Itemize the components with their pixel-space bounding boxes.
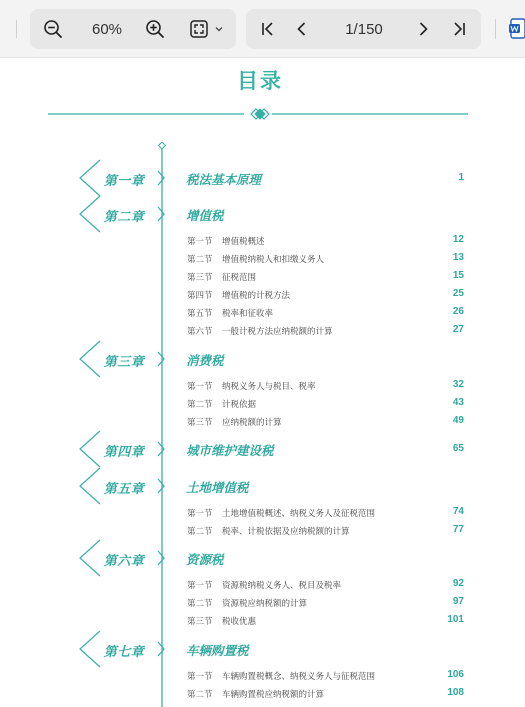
section-page-number[interactable]: 26 <box>452 306 464 317</box>
toc-title: 目录 <box>237 69 283 93</box>
export-to-word-button[interactable] <box>509 18 525 40</box>
section-label: 第三节 <box>187 617 213 627</box>
last-page-button[interactable] <box>445 9 473 49</box>
chapter-title[interactable]: 车辆购置税 <box>186 643 249 658</box>
chapter-page-number[interactable]: 1 <box>458 172 464 183</box>
section-label: 第一节 <box>187 237 213 247</box>
fit-page-dropdown[interactable] <box>182 9 230 49</box>
section-title[interactable]: 增值税的计税方法 <box>222 291 291 301</box>
chapter-label: 第六章 <box>103 554 145 569</box>
section-page-number[interactable]: 15 <box>452 270 464 281</box>
chapter-title[interactable]: 资源税 <box>186 552 224 567</box>
chapter-label: 第七章 <box>103 645 145 660</box>
section-page-number[interactable]: 97 <box>452 596 464 607</box>
chapter-label: 第三章 <box>103 355 145 370</box>
section-label: 第二节 <box>187 690 213 700</box>
next-page-button[interactable] <box>409 9 437 49</box>
section-page-number[interactable]: 106 <box>447 669 464 680</box>
section-label: 第一节 <box>187 382 213 392</box>
section-title[interactable]: 资源税应纳税额的计算 <box>222 599 308 609</box>
section-title[interactable]: 税率、计税依据及应纳税额的计算 <box>222 527 350 537</box>
section-title[interactable]: 车辆购置税概念、纳税义务人与征税范围 <box>222 672 376 682</box>
section-label: 第四节 <box>187 291 213 301</box>
section-page-number[interactable]: 12 <box>452 234 464 245</box>
section-page-number[interactable]: 101 <box>447 614 464 625</box>
section-page-number[interactable]: 25 <box>452 288 464 299</box>
section-page-number[interactable]: 49 <box>452 415 464 426</box>
chapter-label: 第二章 <box>103 210 145 225</box>
chevron-down-icon <box>215 26 223 32</box>
section-page-number[interactable]: 27 <box>452 324 464 335</box>
zoom-in-icon <box>145 19 165 39</box>
chapter-page-number[interactable]: 65 <box>452 443 464 454</box>
section-title[interactable]: 土地增值税概述、纳税义务人及征税范围 <box>222 509 376 519</box>
zoom-out-icon <box>43 19 63 39</box>
section-label: 第二节 <box>187 255 213 265</box>
first-page-button[interactable] <box>254 9 282 49</box>
section-title[interactable]: 车辆购置税应纳税额的计算 <box>222 690 325 700</box>
section-title[interactable]: 税收优惠 <box>222 617 257 627</box>
last-page-icon <box>451 21 467 37</box>
zoom-level[interactable]: 60% <box>91 20 123 38</box>
section-page-number[interactable]: 74 <box>452 506 464 517</box>
section-label: 第一节 <box>187 672 213 682</box>
section-label: 第二节 <box>187 400 213 410</box>
document-page[interactable] <box>0 58 525 707</box>
section-title[interactable]: 税率和征收率 <box>222 309 274 319</box>
fit-page-icon <box>189 19 209 39</box>
section-label: 第三节 <box>187 418 213 428</box>
zoom-out-button[interactable] <box>40 9 66 49</box>
section-label: 第二节 <box>187 527 213 537</box>
section-title[interactable]: 计税依据 <box>222 400 257 410</box>
section-label: 第一节 <box>187 509 213 519</box>
section-page-number[interactable]: 43 <box>452 397 464 408</box>
toolbar-divider <box>16 20 17 38</box>
section-title[interactable]: 增值税概述 <box>222 237 265 247</box>
zoom-in-button[interactable] <box>142 9 168 49</box>
previous-page-icon <box>294 21 310 37</box>
section-page-number[interactable]: 32 <box>452 379 464 390</box>
section-page-number[interactable]: 92 <box>452 578 464 589</box>
chapter-title[interactable]: 消费税 <box>186 353 224 368</box>
section-label: 第六节 <box>187 327 213 337</box>
next-page-icon <box>415 21 431 37</box>
section-title[interactable]: 一般计税方法应纳税额的计算 <box>222 327 333 337</box>
section-title[interactable]: 纳税义务人与税目、税率 <box>222 382 316 392</box>
section-title[interactable]: 资源税纳税义务人、税目及税率 <box>222 581 342 591</box>
section-label: 第二节 <box>187 599 213 609</box>
chapter-label: 第四章 <box>103 445 145 460</box>
section-page-number[interactable]: 13 <box>452 252 464 263</box>
section-label: 第一节 <box>187 581 213 591</box>
section-title[interactable]: 应纳税额的计算 <box>222 418 282 428</box>
section-page-number[interactable]: 108 <box>447 687 464 698</box>
viewer-toolbar <box>0 0 525 58</box>
previous-page-button[interactable] <box>288 9 316 49</box>
chapter-title[interactable]: 城市维护建设税 <box>186 443 274 458</box>
chapter-title[interactable]: 税法基本原理 <box>186 172 262 187</box>
zoom-controls <box>30 9 236 49</box>
section-title[interactable]: 增值税纳税人和扣缴义务人 <box>222 255 325 265</box>
page-navigation <box>246 9 481 49</box>
chapter-title[interactable]: 土地增值税 <box>186 480 249 495</box>
section-title[interactable]: 征税范围 <box>222 273 257 283</box>
word-export-icon <box>509 25 525 44</box>
first-page-icon <box>260 21 276 37</box>
chapter-label: 第五章 <box>103 482 145 497</box>
title-ornament <box>48 106 468 122</box>
page-indicator[interactable]: 1/150 <box>345 20 383 38</box>
section-label: 第五节 <box>187 309 213 319</box>
toolbar-divider <box>495 19 496 39</box>
chapter-title[interactable]: 增值税 <box>186 208 224 223</box>
section-label: 第三节 <box>187 273 213 283</box>
chapter-label: 第一章 <box>103 174 145 189</box>
section-page-number[interactable]: 77 <box>452 524 464 535</box>
